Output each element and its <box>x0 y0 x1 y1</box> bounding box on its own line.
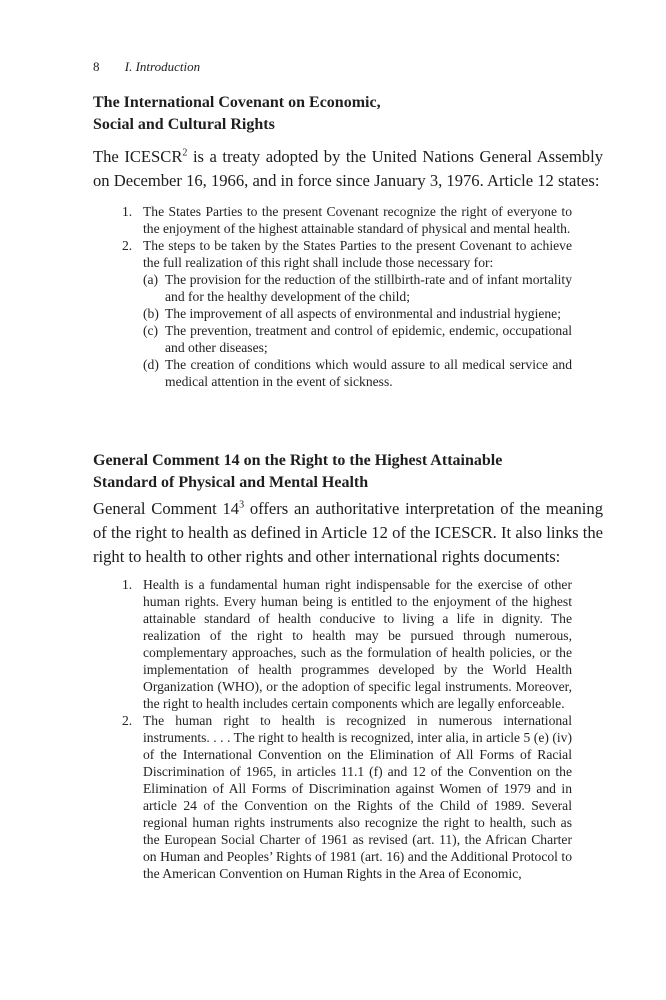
heading-line: General Comment 14 on the Right to the Highest Attainable <box>93 452 503 469</box>
intro-text: offers an authoritative interpretation of the meaning of the right to health as defined in Article 12 of the ICESCR. It also links the right to health to other rights and other international rights documents: <box>93 499 603 566</box>
list-item <box>122 203 572 237</box>
item-number: 1. <box>122 204 133 219</box>
heading-line: Standard of Physical and Mental Health <box>93 474 369 491</box>
sub-item-text: The prevention, treatment and control of epidemic, endemic, occupational and other diseases; <box>165 323 572 355</box>
article-12-list <box>122 203 572 390</box>
section-heading-general-comment-14 <box>93 450 573 494</box>
sub-item-label: (c) <box>143 323 159 338</box>
sub-item-text: The provision for the reduction of the stillbirth-rate and of infant mortality and for the healthy development of the child; <box>165 272 572 304</box>
sub-item-label: (a) <box>143 272 159 287</box>
sub-list-item <box>143 271 572 305</box>
intro-paragraph-general-comment <box>93 497 603 569</box>
running-head <box>93 59 200 75</box>
sub-item-text: The improvement of all aspects of environmental and industrial hygiene; <box>165 306 561 321</box>
item-number: 2. <box>122 238 133 253</box>
section-heading-icescr <box>93 92 573 136</box>
footnote-ref: 3 <box>239 499 245 511</box>
item-text: The States Parties to the present Covenant recognize the right of everyone to the enjoyment of the highest attainable standard of physical and mental health. <box>143 204 572 236</box>
intro-text: The ICESCR <box>93 147 183 166</box>
sub-item-label: (d) <box>143 357 159 372</box>
item-text: The human right to health is recognized in numerous international instruments. . . . The right to health is recognized, inter alia, in article 5 (e) (iv) of the International Convention on the Elimination of All Forms of Racial Discrimination of 1965, in articles 11.1 (f) and 12 of the Convention on the Elimination of All Forms of Discrimination against Women of 1979 and in article 24 of the Convention on the Rights of the Child of 1989. Several regional human rights instruments also recognize the right to health, such as the European Social Charter of 1961 as revised (art. 11), the African Charter on Human and Peoples’ Rights of 1981 (art. 16) and the Additional Protocol to the American Convention on Human Rights in the Area of Economic, <box>143 713 572 881</box>
page-number: 8 <box>93 59 100 74</box>
item-text: Health is a fundamental human right indispensable for the exercise of other human rights. Every human being is entitled to the enjoyment of the highest attainable standard of health conducive to living a life in dignity. The realization of the right to health may be pursued through numerous, complementary approaches, such as the formulation of health policies, or the implementation of health programmes developed by the World Health Organization (WHO), or the adoption of specific legal instruments. Moreover, the right to health includes certain components which are legally enforceable. <box>143 577 572 711</box>
sub-list-item <box>143 356 572 390</box>
intro-text: is a treaty adopted by the United Nations General Assembly on December 16, 1966, and in force since January 3, 1976. Article 12 states: <box>93 147 603 190</box>
item-number: 1. <box>122 577 133 592</box>
heading-line: The International Covenant on Economic, <box>93 94 381 111</box>
heading-line: Social and Cultural Rights <box>93 116 275 133</box>
item-text: The steps to be taken by the States Parties to the present Covenant to achieve the full realization of this right shall include those necessary for: <box>143 238 572 270</box>
chapter-title: I. Introduction <box>124 59 201 74</box>
general-comment-list <box>122 576 572 882</box>
list-item <box>122 712 572 882</box>
footnote-ref: 2 <box>182 147 188 159</box>
sub-list-item <box>143 305 572 322</box>
sub-item-label: (b) <box>143 306 159 321</box>
sub-list <box>143 271 572 390</box>
intro-paragraph-icescr <box>93 145 603 193</box>
list-item <box>122 237 572 390</box>
sub-list-item <box>143 322 572 356</box>
item-number: 2. <box>122 713 133 728</box>
intro-text: General Comment 14 <box>93 499 240 518</box>
sub-item-text: The creation of conditions which would assure to all medical service and medical attention in the event of sickness. <box>165 357 572 389</box>
list-item <box>122 576 572 712</box>
